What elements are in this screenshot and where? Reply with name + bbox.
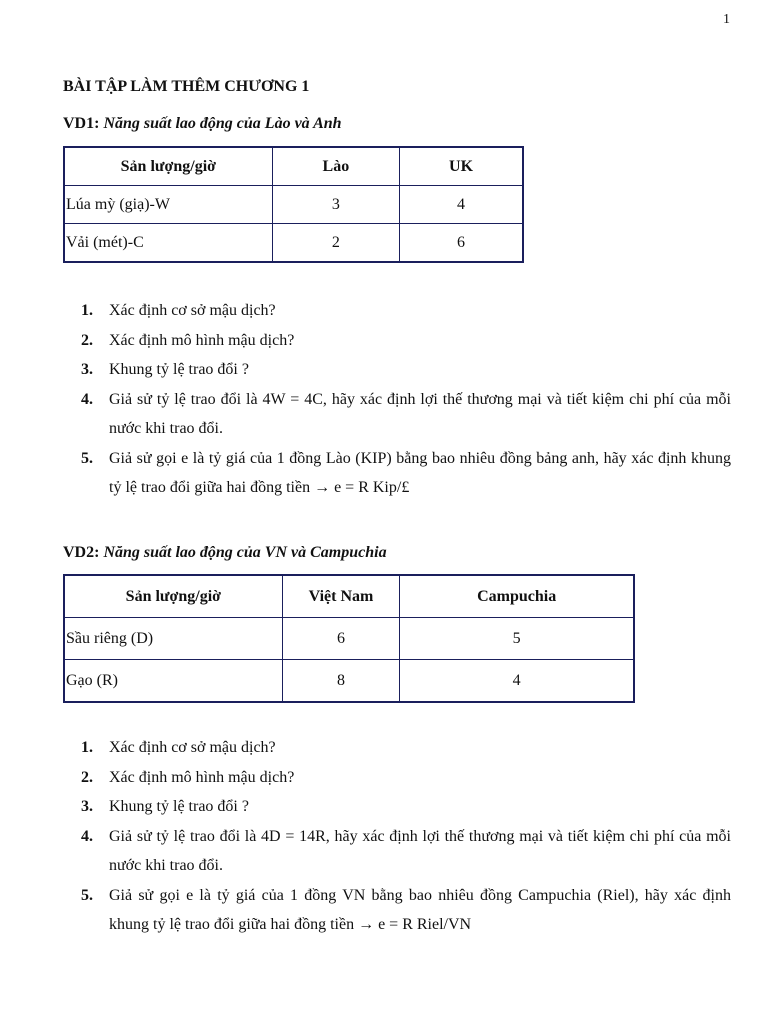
row-label: Gạo (R) [64, 660, 282, 703]
question-item [81, 296, 731, 326]
question-number: 2. [81, 331, 93, 349]
question-text: Xác định cơ sở mậu dịch? [109, 739, 276, 756]
question-item [81, 326, 731, 356]
question-item [81, 881, 731, 940]
column-header: UK [400, 147, 523, 186]
vd1-title [63, 115, 342, 133]
table-cell: 8 [282, 660, 400, 703]
column-header: Sản lượng/giờ [64, 147, 272, 186]
table-cell: 4 [400, 186, 523, 224]
vd2-title [63, 544, 387, 562]
question-number: 1. [81, 739, 93, 756]
question-text: Xác định mô hình mậu dịch? [109, 331, 295, 349]
vd1-question-list [81, 296, 731, 503]
question-number: 3. [81, 798, 93, 815]
table-row [64, 224, 523, 263]
question-number: 4. [81, 827, 93, 845]
vd2-productivity-table [63, 574, 635, 703]
table-row [64, 660, 634, 703]
row-label: Vải (mét)-C [64, 224, 272, 263]
question-text: Giả sử tỷ lệ trao đổi là 4W = 4C, hãy xác định lợi thế thương mại và tiết kiệm chi phí của mỗi nước khi trao đổi. [109, 390, 731, 437]
question-number: 5. [81, 449, 93, 467]
table-header-row [64, 147, 523, 186]
table-cell: 4 [400, 660, 634, 703]
question-item [81, 763, 731, 793]
question-number: 2. [81, 768, 93, 786]
question-number: 1. [81, 302, 93, 319]
question-item [81, 444, 731, 503]
question-item [81, 822, 731, 881]
vd1-label: VD1: [63, 115, 100, 132]
table-row [64, 186, 523, 224]
question-number: 5. [81, 886, 93, 904]
table-cell: 3 [272, 186, 399, 224]
question-text: Khung tỷ lệ trao đổi ? [109, 798, 249, 815]
question-text: Khung tỷ lệ trao đổi ? [109, 361, 249, 378]
column-header: Lào [272, 147, 399, 186]
question-text: Giả sử tỷ lệ trao đổi là 4D = 14R, hãy xác định lợi thế thương mại và tiết kiệm chi phí của mỗi nước khi trao đổi. [109, 827, 731, 874]
column-header: Sản lượng/giờ [64, 575, 282, 618]
row-label: Sầu riêng (D) [64, 618, 282, 660]
question-text: Giả sử gọi e là tỷ giá của 1 đồng Lào (KIP) bằng bao nhiêu đồng bảng anh, hãy xác định khung tỷ lệ trao đổi giữa hai đồng tiền → e = R Kip/£ [109, 449, 731, 496]
row-label: Lúa mỳ (giạ)-W [64, 186, 272, 224]
page-number: 1 [723, 12, 730, 27]
vd2-label: VD2: [63, 544, 100, 561]
question-number: 4. [81, 390, 93, 408]
question-item [81, 385, 731, 444]
vd2-question-list [81, 733, 731, 940]
chapter-title: BÀI TẬP LÀM THÊM CHƯƠNG 1 [63, 78, 310, 95]
table-cell: 5 [400, 618, 634, 660]
question-number: 3. [81, 361, 93, 378]
question-item [81, 355, 731, 385]
column-header: Việt Nam [282, 575, 400, 618]
question-text: Xác định mô hình mậu dịch? [109, 768, 295, 786]
table-row [64, 618, 634, 660]
vd1-subtitle: Năng suất lao động của Lào và Anh [103, 115, 342, 132]
question-item [81, 733, 731, 763]
question-text: Giả sử gọi e là tỷ giá của 1 đồng VN bằng bao nhiêu đồng Campuchia (Riel), hãy xác định khung tỷ lệ trao đổi giữa hai đồng tiền → e = R Riel/VN [109, 886, 731, 933]
vd2-subtitle: Năng suất lao động của VN và Campuchia [103, 544, 387, 561]
table-cell: 2 [272, 224, 399, 263]
table-header-row [64, 575, 634, 618]
table-cell: 6 [400, 224, 523, 263]
column-header: Campuchia [400, 575, 634, 618]
question-text: Xác định cơ sở mậu dịch? [109, 302, 276, 319]
question-item [81, 792, 731, 822]
table-cell: 6 [282, 618, 400, 660]
vd1-productivity-table [63, 146, 524, 263]
